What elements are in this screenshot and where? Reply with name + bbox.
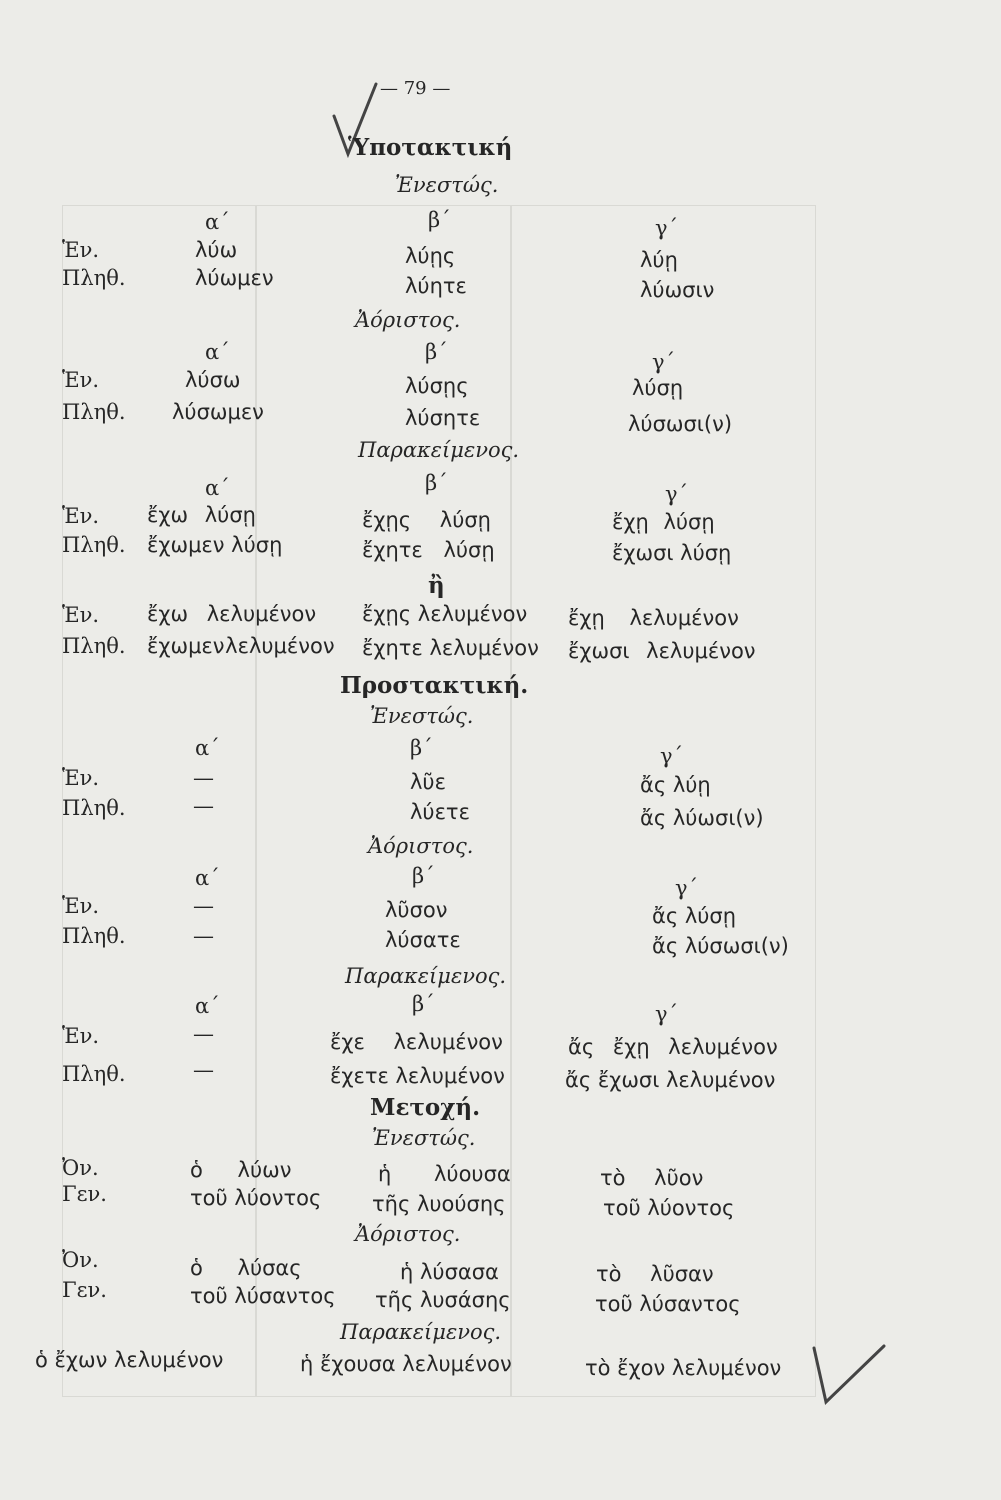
imperative-title: Προστακτική. [340, 672, 529, 699]
imp-perfect-tense: Παρακείμενος. [345, 964, 507, 988]
page-number: — 79 — [380, 78, 451, 99]
bleed-through-rule [510, 205, 512, 1397]
subj-pres-sg-b: λύῃς [405, 244, 456, 268]
part-aorist-tense: Ἀόριστος. [355, 1222, 461, 1246]
subj-aor-pl-b: λύσητε [405, 406, 481, 430]
part-perf-masc: ὁ ἔχων λελυμένον [35, 1348, 224, 1372]
subj-perf-sg-a: ἔχω λύσῃ [147, 503, 256, 527]
pencil-check-mark-bottom [810, 1338, 890, 1408]
col-label-a: α΄ [195, 994, 220, 1018]
col-label-b: β΄ [428, 208, 451, 232]
row-label-plural: Πληθ. [62, 924, 126, 948]
imp-perf-pl-c: ἄς ἔχωσι λελυμένον [565, 1068, 776, 1092]
imp-aor-pl-c: ἄς λύσωσι(ν) [652, 934, 789, 958]
row-label-nominative: Ὀν. [62, 1248, 99, 1272]
row-label-singular: Ἑν. [62, 1024, 100, 1048]
subj-perf-pl-a: ἔχωμεν λύσῃ [147, 533, 283, 557]
subj-perf2-sg-b: ἔχῃς λελυμένον [362, 602, 528, 626]
imp-aor-sg-b: λῦσον [385, 898, 448, 922]
subj-aor-sg-a: λύσω [185, 368, 241, 392]
subj-perf-pl-c: ἔχωσι λύσῃ [612, 541, 732, 565]
subj-pres-pl-a: λύωμεν [195, 266, 274, 290]
col-label-b: β΄ [412, 864, 435, 888]
col-label-a: α΄ [205, 210, 230, 234]
part-aor-gen-f: τῆς λυσάσης [375, 1288, 511, 1312]
col-label-c: γ΄ [660, 744, 684, 768]
subj-perf-sg-c: ἔχῃ λύσῃ [612, 510, 715, 534]
row-label-genitive: Γεν. [62, 1182, 107, 1206]
imp-aor-sg-a: — [193, 894, 214, 918]
part-pres-nom-m: ὁ λύων [190, 1158, 292, 1182]
part-pres-gen-n: τοῦ λύοντος [603, 1196, 735, 1220]
part-aor-nom-f: ἡ λύσασα [400, 1260, 499, 1284]
row-label-plural: Πληθ. [62, 796, 126, 820]
imp-aorist-tense: Ἀόριστος. [368, 834, 474, 858]
col-label-b: β΄ [410, 736, 433, 760]
part-perf-neut: τὸ ἔχον λελυμένον [585, 1356, 782, 1380]
imp-pres-pl-b: λύετε [410, 800, 470, 824]
col-label-a: α΄ [195, 866, 220, 890]
subj-perf2-sg-a: ἔχω λελυμένον [147, 602, 317, 626]
col-label-c: γ΄ [675, 876, 699, 900]
subjunctive-title: Ὑποτακτική [348, 134, 513, 161]
subj-pres-pl-b: λύητε [405, 274, 467, 298]
subj-perf-pl-b: ἔχητε λύσῃ [362, 538, 495, 562]
part-aor-gen-n: τοῦ λύσαντος [595, 1292, 741, 1316]
row-label-nominative: Ὀν. [62, 1156, 99, 1180]
imp-pres-pl-c: ἄς λύωσι(ν) [640, 806, 764, 830]
row-label-singular: Ἑν. [62, 504, 100, 528]
imp-pres-pl-a: — [193, 794, 214, 818]
subj-aorist-tense: Ἀόριστος. [355, 308, 461, 332]
bleed-through-rule [255, 205, 257, 1397]
col-label-a: α΄ [205, 476, 230, 500]
imp-aor-sg-c: ἄς λύσῃ [652, 904, 737, 928]
col-label-b: β΄ [425, 471, 448, 495]
part-aor-nom-n: τὸ λῦσαν [596, 1262, 714, 1286]
row-label-singular: Ἑν. [62, 368, 100, 392]
subj-pres-sg-c: λύῃ [640, 248, 678, 272]
row-label-plural: Πληθ. [62, 1062, 126, 1086]
imp-perf-sg-c: ἄς ἔχῃ λελυμένον [568, 1035, 778, 1059]
subj-perf2-sg-c: ἔχῃ λελυμένον [568, 606, 739, 630]
row-label-singular: Ἑν. [62, 766, 100, 790]
col-label-c: γ΄ [655, 216, 679, 240]
subj-pres-pl-c: λύωσιν [640, 278, 715, 302]
subj-present-tense: Ἐνεστώς. [395, 173, 499, 197]
or-conjunction: ἢ [428, 572, 445, 599]
row-label-plural: Πληθ. [62, 634, 126, 658]
subj-perf2-pl-c: ἔχωσι λελυμένον [568, 639, 756, 663]
row-label-singular: Ἑν. [62, 603, 100, 627]
row-label-plural: Πληθ. [62, 533, 126, 557]
row-label-genitive: Γεν. [62, 1278, 107, 1302]
part-aor-nom-m: ὁ λύσας [190, 1256, 302, 1280]
col-label-c: γ΄ [665, 482, 689, 506]
part-present-tense: Ἐνεστώς. [372, 1126, 476, 1150]
subj-perfect-tense: Παρακείμενος. [358, 438, 520, 462]
row-label-singular: Ἑν. [62, 238, 100, 262]
part-aor-gen-m: τοῦ λύσαντος [190, 1284, 336, 1308]
subj-perf2-pl-b: ἔχητε λελυμένον [362, 636, 539, 660]
row-label-plural: Πληθ. [62, 266, 126, 290]
part-pres-gen-m: τοῦ λύοντος [190, 1186, 322, 1210]
row-label-plural: Πληθ. [62, 400, 126, 424]
subj-perf2-pl-a: ἔχωμεν λελυμένον [147, 634, 335, 658]
part-perf-fem: ἡ ἔχουσα λελυμένον [300, 1352, 512, 1376]
col-label-c: γ΄ [652, 350, 676, 374]
imp-aor-pl-a: — [193, 924, 214, 948]
col-label-a: α΄ [205, 340, 230, 364]
imp-perf-sg-b: ἔχε λελυμένον [330, 1030, 503, 1054]
imp-perf-sg-a: — [193, 1022, 214, 1046]
subj-pres-sg-a: λύω [195, 238, 238, 262]
imp-pres-sg-a: — [193, 766, 214, 790]
subj-perf-sg-b: ἔχῃς λύσῃ [362, 508, 491, 532]
imp-present-tense: Ἐνεστώς. [370, 704, 474, 728]
imp-pres-sg-c: ἄς λύῃ [640, 773, 711, 797]
col-label-b: β΄ [412, 992, 435, 1016]
row-label-singular: Ἑν. [62, 894, 100, 918]
subj-aor-pl-a: λύσωμεν [172, 400, 264, 424]
col-label-b: β΄ [425, 340, 448, 364]
part-pres-nom-n: τὸ λῦον [600, 1166, 704, 1190]
subj-aor-pl-c: λύσωσι(ν) [628, 412, 733, 436]
part-pres-nom-f: ἡ λύουσα [378, 1162, 511, 1186]
col-label-a: α΄ [195, 736, 220, 760]
imp-aor-pl-b: λύσατε [385, 928, 461, 952]
imp-perf-pl-a: — [193, 1058, 214, 1082]
imp-pres-sg-b: λῦε [410, 770, 446, 794]
part-perfect-tense: Παρακείμενος. [340, 1320, 502, 1344]
col-label-c: γ΄ [655, 1002, 679, 1026]
subj-aor-sg-c: λύσῃ [632, 376, 684, 400]
participle-title: Μετοχή. [370, 1094, 481, 1121]
part-pres-gen-f: τῆς λυούσης [372, 1192, 506, 1216]
subj-aor-sg-b: λύσῃς [405, 374, 469, 398]
imp-perf-pl-b: ἔχετε λελυμένον [330, 1064, 505, 1088]
